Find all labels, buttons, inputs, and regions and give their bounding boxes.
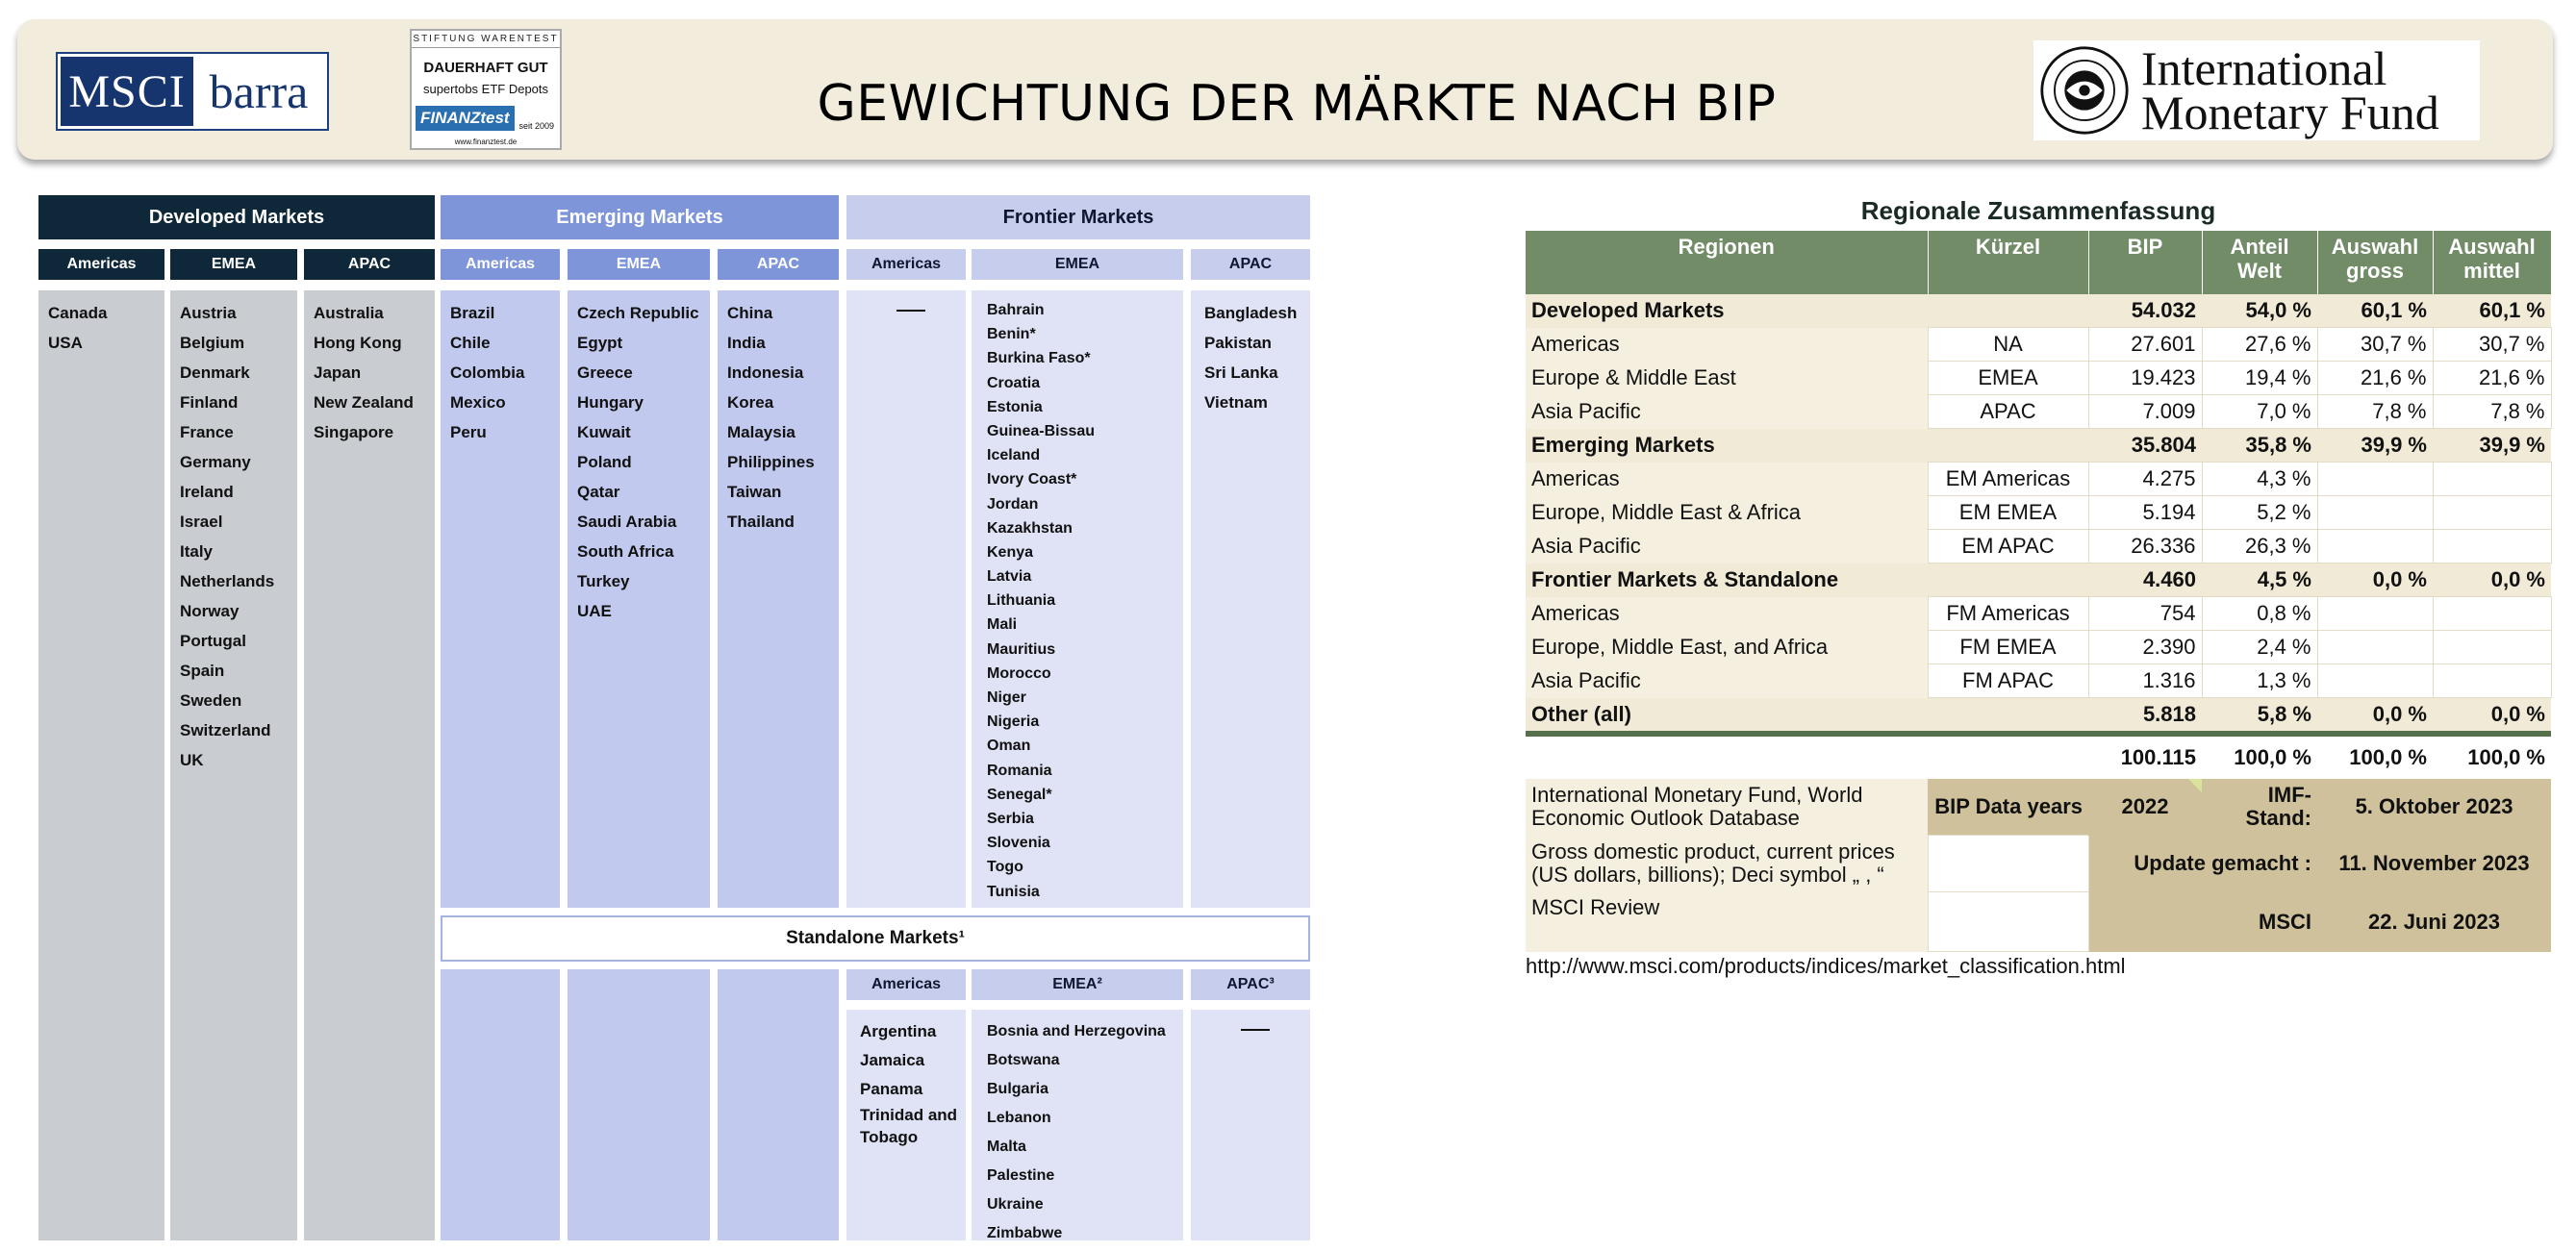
country-item: UAE bbox=[577, 602, 612, 620]
header-gross: gross bbox=[2346, 259, 2404, 283]
barra-logo-text: barra bbox=[193, 57, 324, 126]
region-cell: Asia Pacific bbox=[1526, 664, 1928, 698]
gross-cell: 30,7 % bbox=[2317, 328, 2433, 362]
mid-cell bbox=[2433, 664, 2551, 698]
country-item: Italy bbox=[180, 542, 214, 561]
gdp-cell: 26.336 bbox=[2088, 530, 2202, 563]
country-item: Spain bbox=[180, 662, 225, 680]
country-item: Pakistan bbox=[1204, 334, 1272, 352]
gross-cell: 39,9 % bbox=[2317, 429, 2433, 463]
imf-stand-label: IMF-Stand: bbox=[2202, 779, 2317, 836]
country-item: Ivory Coast* bbox=[987, 471, 1077, 488]
code-cell bbox=[1928, 429, 2088, 463]
total-gdp: 100.115 bbox=[2088, 734, 2202, 779]
share-cell: 19,4 % bbox=[2202, 362, 2317, 395]
header-kuerzel: Kürzel bbox=[1928, 231, 2088, 294]
source-row-imf bbox=[1526, 779, 2551, 836]
empty-dash bbox=[897, 310, 925, 312]
country-item: Germany bbox=[180, 453, 251, 471]
summary-sub-row bbox=[1526, 530, 2551, 563]
em-emea-lower bbox=[568, 969, 710, 1240]
country-item: South Africa bbox=[577, 542, 674, 561]
dev-apac-header: APAC bbox=[304, 249, 435, 280]
country-item: Qatar bbox=[577, 483, 620, 501]
code-cell bbox=[1928, 698, 2088, 735]
summary-sub-row bbox=[1526, 463, 2551, 496]
sa-apac-header: APAC³ bbox=[1191, 969, 1310, 1000]
country-item: Mali bbox=[987, 616, 1018, 634]
country-item: Poland bbox=[577, 453, 632, 471]
code-cell: EM APAC bbox=[1928, 530, 2088, 563]
country-item: Sri Lanka bbox=[1204, 363, 1278, 382]
country-item: Senegal* bbox=[987, 786, 1052, 803]
mid-cell bbox=[2433, 631, 2551, 664]
country-item: Colombia bbox=[450, 363, 525, 382]
gdp-source-label: Gross domestic product, current prices (US dollars, billions); Deci symbol „ , “ bbox=[1526, 836, 1928, 892]
country-item: Lebanon bbox=[987, 1110, 1051, 1126]
gdp-cell: 19.423 bbox=[2088, 362, 2202, 395]
fm-emea-header: EMEA bbox=[972, 249, 1183, 280]
sa-emea-list bbox=[972, 1010, 1183, 1240]
country-item: Estonia bbox=[987, 398, 1043, 415]
em-apac-list bbox=[718, 290, 839, 908]
bip-data-years-label: BIP Data years bbox=[1928, 779, 2088, 836]
mid-cell bbox=[2433, 597, 2551, 631]
country-item: Zimbabwe bbox=[987, 1225, 1063, 1241]
gdp-cell: 5.194 bbox=[2088, 496, 2202, 530]
country-item: Trinidad and Tobago bbox=[860, 1106, 958, 1146]
sa-americas-list bbox=[846, 1010, 966, 1240]
source-row-msci bbox=[1526, 892, 2551, 952]
update-date: 11. November 2023 bbox=[2317, 836, 2551, 892]
country-item: France bbox=[180, 423, 234, 441]
country-item: Bulgaria bbox=[987, 1081, 1049, 1097]
sa-americas-header: Americas bbox=[846, 969, 966, 1000]
summary-sub-row bbox=[1526, 664, 2551, 698]
frontier-markets-header: Frontier Markets bbox=[846, 195, 1310, 239]
summary-title: Regionale Zusammenfassung bbox=[1860, 196, 2216, 225]
region-cell: Emerging Markets bbox=[1526, 429, 1928, 463]
bip-year: 2022 bbox=[2088, 779, 2202, 836]
mid-cell: 7,8 % bbox=[2433, 395, 2551, 429]
country-item: Malaysia bbox=[727, 423, 796, 441]
share-cell: 2,4 % bbox=[2202, 631, 2317, 664]
country-item: Nigeria bbox=[987, 714, 1040, 731]
header-auswahl-mittel bbox=[2433, 231, 2551, 294]
dev-emea-header: EMEA bbox=[170, 249, 297, 280]
ft-badge-brand: FINANZtest bbox=[416, 106, 515, 131]
country-item: Thailand bbox=[727, 513, 795, 531]
mid-cell: 60,1 % bbox=[2433, 294, 2551, 328]
table-header-row bbox=[1526, 231, 2551, 294]
country-item: Bahrain bbox=[987, 302, 1045, 318]
country-item: Netherlands bbox=[180, 572, 275, 590]
em-apac-header: APAC bbox=[718, 249, 839, 280]
region-cell: Asia Pacific bbox=[1526, 530, 1928, 563]
country-item: Taiwan bbox=[727, 483, 782, 501]
country-item: Austria bbox=[180, 304, 237, 322]
share-cell: 4,5 % bbox=[2202, 563, 2317, 597]
share-cell: 1,3 % bbox=[2202, 664, 2317, 698]
share-cell: 5,8 % bbox=[2202, 698, 2317, 735]
country-item: Lithuania bbox=[987, 592, 1056, 610]
country-item: Ukraine bbox=[987, 1196, 1044, 1213]
country-item: Vietnam bbox=[1204, 393, 1268, 412]
country-item: Bangladesh bbox=[1204, 304, 1298, 322]
header-welt: Welt bbox=[2236, 259, 2283, 283]
share-cell: 5,2 % bbox=[2202, 496, 2317, 530]
ft-badge-url: www.finanztest.de bbox=[454, 138, 518, 146]
total-code bbox=[1928, 734, 2088, 779]
em-emea-list bbox=[568, 290, 710, 908]
code-cell bbox=[1928, 563, 2088, 597]
header-mittel: mittel bbox=[2463, 259, 2520, 283]
country-item: Australia bbox=[314, 304, 384, 322]
country-item: Burkina Faso* bbox=[987, 350, 1091, 367]
header-auswahl-gross bbox=[2317, 231, 2433, 294]
country-item: Mauritius bbox=[987, 640, 1056, 658]
mid-cell: 0,0 % bbox=[2433, 698, 2551, 735]
country-item: Portugal bbox=[180, 632, 246, 650]
country-item: Latvia bbox=[987, 568, 1032, 586]
summary-body bbox=[1526, 294, 2551, 734]
country-item: UK bbox=[180, 751, 204, 769]
summary-group-row bbox=[1526, 698, 2551, 735]
msci-date: 22. Juni 2023 bbox=[2317, 892, 2551, 952]
country-item: Canada bbox=[48, 304, 108, 322]
region-cell: Other (all) bbox=[1526, 698, 1928, 735]
region-cell: Americas bbox=[1526, 328, 1928, 362]
gdp-cell: 4.275 bbox=[2088, 463, 2202, 496]
header-banner bbox=[17, 19, 2553, 160]
share-cell: 27,6 % bbox=[2202, 328, 2317, 362]
country-item: Tunisia bbox=[987, 883, 1040, 900]
country-item: USA bbox=[48, 334, 83, 352]
country-item: Serbia bbox=[987, 810, 1034, 827]
summary-sub-row bbox=[1526, 362, 2551, 395]
country-item: Niger bbox=[987, 689, 1026, 706]
share-cell: 4,3 % bbox=[2202, 463, 2317, 496]
ft-badge-title: DAUERHAFT GUT bbox=[423, 60, 548, 76]
code-cell: FM APAC bbox=[1928, 664, 2088, 698]
code-cell: EM Americas bbox=[1928, 463, 2088, 496]
total-mid: 100,0 % bbox=[2433, 734, 2551, 779]
fm-americas-list bbox=[846, 290, 966, 908]
gross-cell: 0,0 % bbox=[2317, 698, 2433, 735]
summary-group-row bbox=[1526, 294, 2551, 328]
country-item: Jordan bbox=[987, 495, 1039, 513]
country-item: Korea bbox=[727, 393, 774, 412]
mid-cell: 39,9 % bbox=[2433, 429, 2551, 463]
country-item: Israel bbox=[180, 513, 223, 531]
code-cell: APAC bbox=[1928, 395, 2088, 429]
summary-group-row bbox=[1526, 429, 2551, 463]
region-cell: Frontier Markets & Standalone bbox=[1526, 563, 1928, 597]
fm-americas-header: Americas bbox=[846, 249, 966, 280]
sa-apac-list bbox=[1191, 1010, 1310, 1240]
gdp-cell: 1.316 bbox=[2088, 664, 2202, 698]
summary-sub-row bbox=[1526, 496, 2551, 530]
country-item: Ireland bbox=[180, 483, 234, 501]
header-anteil: Anteil bbox=[2230, 235, 2289, 259]
total-gross: 100,0 % bbox=[2317, 734, 2433, 779]
share-cell: 0,8 % bbox=[2202, 597, 2317, 631]
country-item: Palestine bbox=[987, 1167, 1055, 1184]
country-item: Guinea-Bissau bbox=[987, 422, 1096, 439]
code-cell: FM Americas bbox=[1928, 597, 2088, 631]
header-auswahl-1: Auswahl bbox=[2331, 235, 2419, 259]
gross-cell: 60,1 % bbox=[2317, 294, 2433, 328]
country-item: Botswana bbox=[987, 1052, 1060, 1068]
em-apac-lower bbox=[718, 969, 839, 1240]
country-item: Singapore bbox=[314, 423, 394, 441]
region-cell: Americas bbox=[1526, 463, 1928, 496]
summary-group-row bbox=[1526, 563, 2551, 597]
gdp-source-blank bbox=[1928, 836, 2088, 892]
total-row bbox=[1526, 734, 2551, 779]
country-item: Jamaica bbox=[860, 1051, 925, 1069]
summary-sub-row bbox=[1526, 597, 2551, 631]
country-item: Switzerland bbox=[180, 721, 271, 739]
em-americas-header: Americas bbox=[441, 249, 560, 280]
gross-cell bbox=[2317, 664, 2433, 698]
fm-apac-list bbox=[1191, 290, 1310, 908]
ft-badge-subtitle: supertobs ETF Depots bbox=[422, 82, 549, 96]
country-item: Argentina bbox=[860, 1022, 937, 1040]
gdp-cell: 5.818 bbox=[2088, 698, 2202, 735]
dev-americas-header: Americas bbox=[38, 249, 164, 280]
imf-logo-line2: Monetary Fund bbox=[2141, 86, 2439, 139]
summary-sub-row bbox=[1526, 395, 2551, 429]
imf-logo bbox=[2033, 40, 2480, 140]
em-emea-header: EMEA bbox=[568, 249, 710, 280]
country-item: Bosnia and Herzegovina bbox=[987, 1023, 1166, 1039]
country-item: Panama bbox=[860, 1080, 923, 1098]
gross-cell: 21,6 % bbox=[2317, 362, 2433, 395]
country-item: Greece bbox=[577, 363, 633, 382]
finanztest-badge bbox=[410, 29, 562, 150]
summary-sub-row bbox=[1526, 631, 2551, 664]
gross-cell bbox=[2317, 463, 2433, 496]
country-item: Slovenia bbox=[987, 835, 1050, 852]
dev-americas-list bbox=[38, 290, 164, 1240]
country-item: Finland bbox=[180, 393, 239, 412]
gdp-cell: 754 bbox=[2088, 597, 2202, 631]
country-item: Togo bbox=[987, 859, 1023, 876]
share-cell: 54,0 % bbox=[2202, 294, 2317, 328]
msci-barra-logo bbox=[58, 54, 327, 129]
ft-badge-since: seit 2009 bbox=[518, 121, 554, 131]
country-item: Turkey bbox=[577, 572, 630, 590]
country-item: Sweden bbox=[180, 691, 242, 710]
total-label bbox=[1526, 734, 1928, 779]
emerging-markets-header: Emerging Markets bbox=[441, 195, 839, 239]
region-cell: Developed Markets bbox=[1526, 294, 1928, 328]
country-item: Chile bbox=[450, 334, 491, 352]
sa-emea-header: EMEA² bbox=[972, 969, 1183, 1000]
code-cell: EMEA bbox=[1928, 362, 2088, 395]
msci-classification-link[interactable]: http://www.msci.com/products/indices/market_classification.html bbox=[1526, 954, 2126, 978]
country-item: Benin* bbox=[987, 326, 1036, 343]
country-item: Philippines bbox=[727, 453, 815, 471]
country-item: Hungary bbox=[577, 393, 644, 412]
mid-cell: 21,6 % bbox=[2433, 362, 2551, 395]
mid-cell: 30,7 % bbox=[2433, 328, 2551, 362]
region-cell: Europe & Middle East bbox=[1526, 362, 1928, 395]
gross-cell bbox=[2317, 597, 2433, 631]
gross-cell bbox=[2317, 530, 2433, 563]
country-item: Norway bbox=[180, 602, 240, 620]
region-cell: Americas bbox=[1526, 597, 1928, 631]
fm-emea-list bbox=[972, 290, 1183, 908]
summary-sub-row bbox=[1526, 328, 2551, 362]
msci-logo-text: MSCI bbox=[68, 65, 186, 117]
msci-label: MSCI bbox=[2088, 892, 2317, 952]
country-item: Brazil bbox=[450, 304, 495, 322]
code-cell: NA bbox=[1928, 328, 2088, 362]
imf-source-label: International Monetary Fund, World Economic Outlook Database bbox=[1526, 779, 1928, 836]
dev-apac-list bbox=[304, 290, 435, 1240]
region-cell: Europe, Middle East & Africa bbox=[1526, 496, 1928, 530]
country-item: Japan bbox=[314, 363, 362, 382]
region-cell: Europe, Middle East, and Africa bbox=[1526, 631, 1928, 664]
page-title: GEWICHTUNG DER MÄRKTE NACH BIP bbox=[817, 75, 1777, 133]
share-cell: 7,0 % bbox=[2202, 395, 2317, 429]
header-anteil-welt bbox=[2202, 231, 2317, 294]
regional-summary-table bbox=[1526, 231, 2552, 952]
country-item: Kenya bbox=[987, 543, 1034, 561]
country-item: Mexico bbox=[450, 393, 506, 412]
country-item: Saudi Arabia bbox=[577, 513, 677, 531]
region-cell: Asia Pacific bbox=[1526, 395, 1928, 429]
gdp-cell: 2.390 bbox=[2088, 631, 2202, 664]
mid-cell bbox=[2433, 463, 2551, 496]
source-row-gdp bbox=[1526, 836, 2551, 892]
country-item: Indonesia bbox=[727, 363, 804, 382]
country-item: Romania bbox=[987, 762, 1052, 779]
imf-seal-icon bbox=[2039, 45, 2130, 136]
mid-cell bbox=[2433, 496, 2551, 530]
country-item: Morocco bbox=[987, 664, 1051, 682]
msci-review-blank bbox=[1928, 892, 2088, 952]
gross-cell bbox=[2317, 631, 2433, 664]
total-share: 100,0 % bbox=[2202, 734, 2317, 779]
country-item: Czech Republic bbox=[577, 304, 699, 322]
country-item: Croatia bbox=[987, 374, 1041, 391]
share-cell: 35,8 % bbox=[2202, 429, 2317, 463]
country-item: Belgium bbox=[180, 334, 245, 352]
country-item: Denmark bbox=[180, 363, 250, 382]
country-item: India bbox=[727, 334, 766, 352]
fm-apac-header: APAC bbox=[1191, 249, 1310, 280]
mid-cell: 0,0 % bbox=[2433, 563, 2551, 597]
gdp-cell: 35.804 bbox=[2088, 429, 2202, 463]
share-cell: 26,3 % bbox=[2202, 530, 2317, 563]
country-item: Oman bbox=[987, 738, 1031, 755]
gdp-cell: 7.009 bbox=[2088, 395, 2202, 429]
country-item: Peru bbox=[450, 423, 487, 441]
code-cell: FM EMEA bbox=[1928, 631, 2088, 664]
country-item: China bbox=[727, 304, 773, 322]
country-item: Kuwait bbox=[577, 423, 631, 441]
empty-dash bbox=[1241, 1029, 1270, 1031]
country-item: Kazakhstan bbox=[987, 519, 1073, 537]
em-americas-list bbox=[441, 290, 560, 908]
gdp-cell: 27.601 bbox=[2088, 328, 2202, 362]
header-regionen: Regionen bbox=[1526, 231, 1928, 294]
dev-emea-list bbox=[170, 290, 297, 1240]
gross-cell: 7,8 % bbox=[2317, 395, 2433, 429]
gdp-cell: 54.032 bbox=[2088, 294, 2202, 328]
gross-cell bbox=[2317, 496, 2433, 530]
msci-review-label: MSCI Review bbox=[1526, 892, 1928, 952]
code-cell: EM EMEA bbox=[1928, 496, 2088, 530]
update-label: Update gemacht : bbox=[2088, 836, 2317, 892]
country-item: Egypt bbox=[577, 334, 623, 352]
country-item: New Zealand bbox=[314, 393, 414, 412]
imf-stand-date: 5. Oktober 2023 bbox=[2317, 779, 2551, 836]
ft-badge-top: STIFTUNG WARENTEST bbox=[412, 34, 560, 48]
country-item: Malta bbox=[987, 1139, 1026, 1155]
mid-cell bbox=[2433, 530, 2551, 563]
imf-logo-line1: International bbox=[2141, 41, 2387, 95]
header-auswahl-2: Auswahl bbox=[2448, 235, 2536, 259]
developed-markets-header: Developed Markets bbox=[38, 195, 435, 239]
country-item: Hong Kong bbox=[314, 334, 402, 352]
gdp-cell: 4.460 bbox=[2088, 563, 2202, 597]
country-item: Iceland bbox=[987, 447, 1041, 464]
standalone-markets-header: Standalone Markets¹ bbox=[441, 915, 1310, 962]
header-bip: BIP bbox=[2088, 231, 2202, 294]
em-americas-lower bbox=[441, 969, 560, 1240]
gross-cell: 0,0 % bbox=[2317, 563, 2433, 597]
imf-logo-text bbox=[2141, 41, 2439, 139]
code-cell bbox=[1928, 294, 2088, 328]
